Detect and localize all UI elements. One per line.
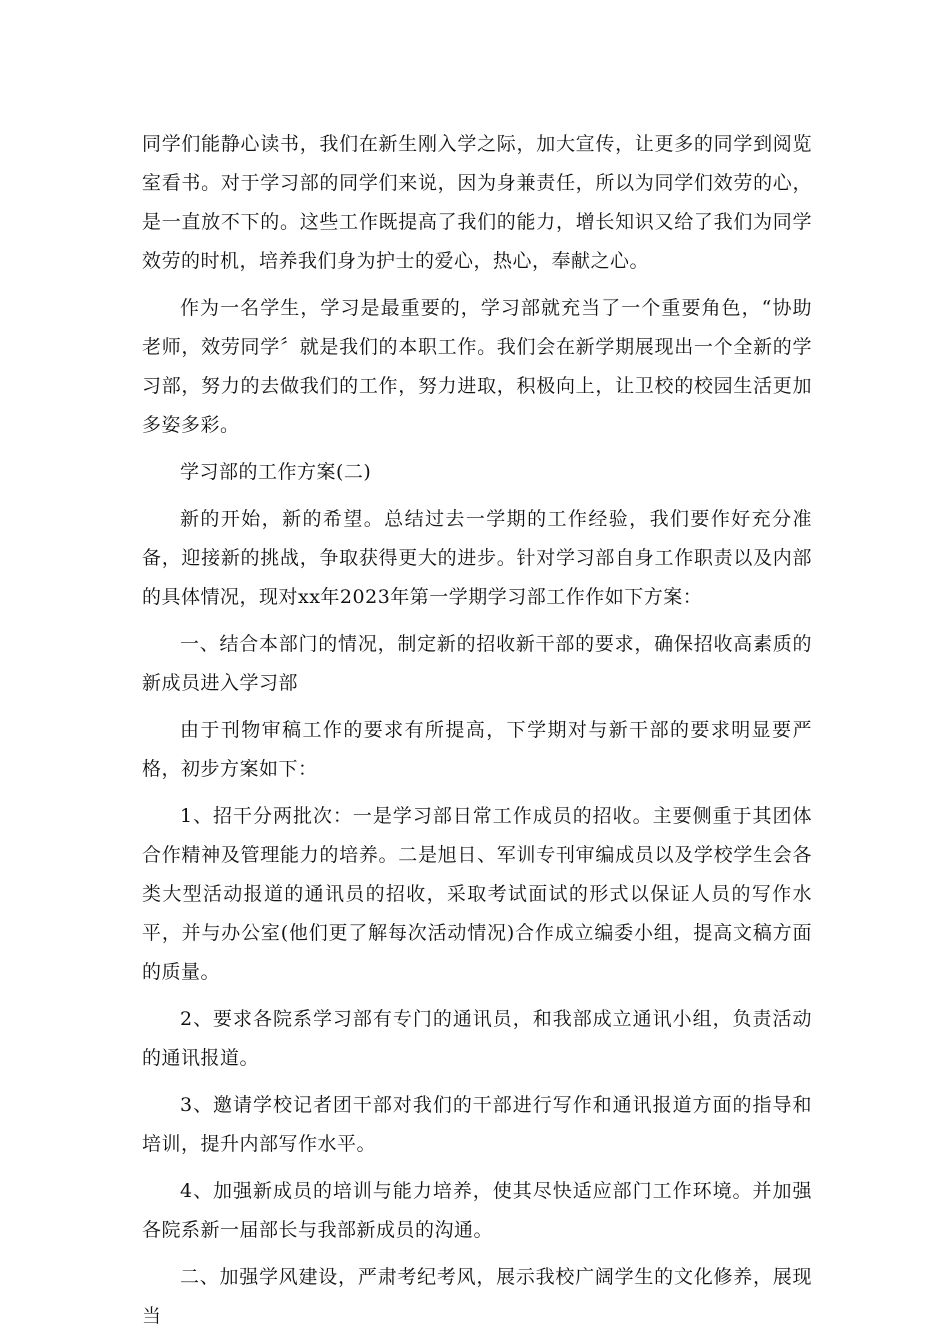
list-item: 1、招干分两批次：一是学习部日常工作成员的招收。主要侧重于其团体合作精神及管理能力的培养。二是旭日、军训专刊审编成员以及学校学生会各类大型活动报道的通讯员的招收，采取考试面试的形式以保证人员的写作水平，并与办公室(他们更了解每次活动情况)合作成立编委小组，提高文稿方面的质量。 <box>142 805 812 983</box>
paragraph: 同学们能静心读书，我们在新生刚入学之际，加大宣传，让更多的同学到阅览室看书。对于学习部的同学们来说，因为身兼责任，所以为同学们效劳的心，是一直放不下的。这些工作既提高了我们的能力，增长知识又给了我们为同学效劳的时机，培养我们身为护士的爱心，热心，奉献之心。 <box>142 133 812 272</box>
document-body <box>142 125 812 1344</box>
list-item: 4、加强新成员的培训与能力培养，使其尽快适应部门工作环境。并加强各院系新一届部长与我部新成员的沟通。 <box>142 1180 812 1241</box>
list-item: 3、邀请学校记者团干部对我们的干部进行写作和通讯报道方面的指导和培训，提升内部写作水平。 <box>142 1094 812 1155</box>
section-heading: 学习部的工作方案(二) <box>180 461 372 483</box>
paragraph: 作为一名学生，学习是最重要的，学习部就充当了一个重要角色，“协助老师，效劳同学〞就是我们的本职工作。我们会在新学期展现出一个全新的学习部，努力的去做我们的工作，努力进取，积极向上，让卫校的校园生活更加多姿多彩。 <box>142 297 812 436</box>
paragraph: 新的开始，新的希望。总结过去一学期的工作经验，我们要作好充分准备，迎接新的挑战，争取获得更大的进步。针对学习部自身工作职责以及内部的具体情况，现对xx年2023年第一学期学习部工作作如下方案： <box>142 508 812 608</box>
paragraph: 由于刊物审稿工作的要求有所提高，下学期对与新干部的要求明显要严格，初步方案如下： <box>142 719 812 780</box>
paragraph: 一、结合本部门的情况，制定新的招收新干部的要求，确保招收高素质的新成员进入学习部 <box>142 633 812 694</box>
list-item: 2、要求各院系学习部有专门的通讯员，和我部成立通讯小组，负责活动的通讯报道。 <box>142 1008 812 1069</box>
paragraph: 二、加强学风建设，严肃考纪考风，展示我校广阔学生的文化修养，展现当 <box>142 1266 812 1327</box>
